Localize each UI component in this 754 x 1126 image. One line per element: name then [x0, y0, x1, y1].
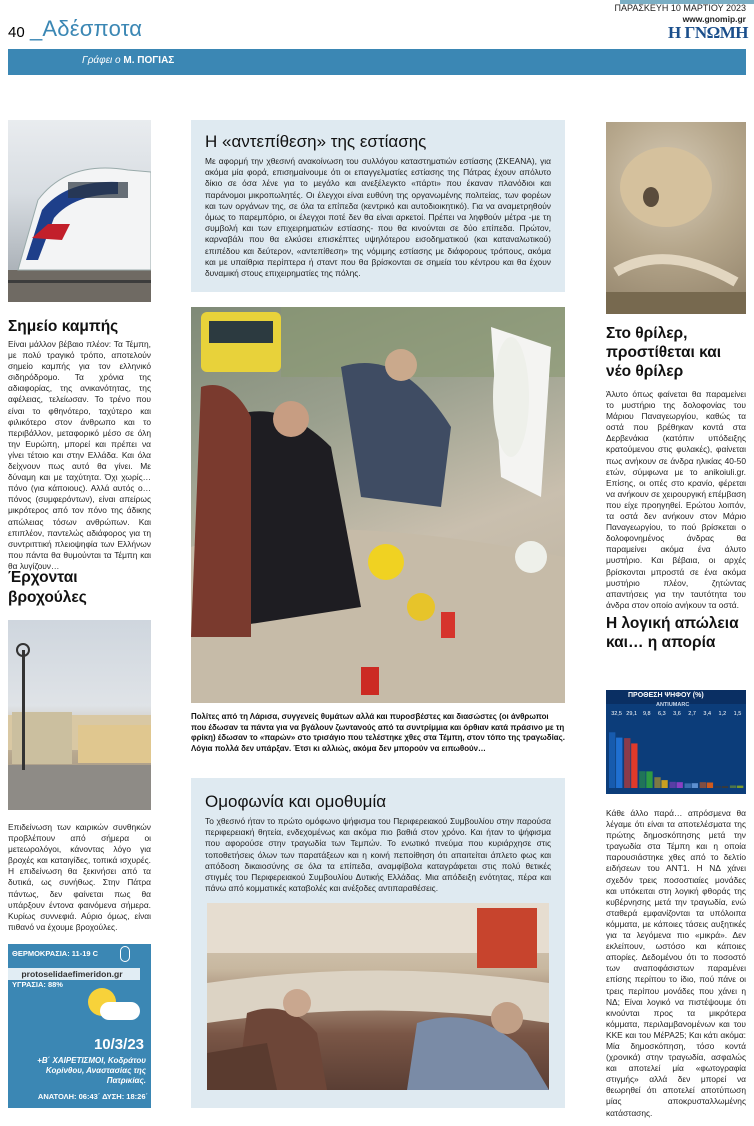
thermometer-icon	[120, 946, 130, 962]
photo-caption: Πολίτες από τη Λάρισα, συγγενείς θυμάτων αλλά και πυροσβέστες και διασώστες (οι άνθρωποι που έδωσαν τα πάντα για να βγάλουν ζωντανούς από τα συντρίμμια και όρθιαν κατά πράσινο με τη φρίκη) έδωσαν το «παρών» στο τρισάγιο που τελέστηκε χθες στα Τέμπη, στον τόπο της τραγωδίας. Λόγια πολλά δεν υπάρξαν. Έτσι κι αλλιώς, ακόμα δεν μπορούν να ειπωθούν…	[191, 712, 565, 753]
poll-bar	[685, 783, 691, 788]
skull-photo	[606, 122, 746, 314]
poll-bar	[730, 785, 736, 788]
poll-bar	[639, 771, 645, 788]
temperature: ΘΕΡΜΟΚΡΑΣΙΑ: 11-19 C	[12, 949, 99, 958]
cloud-icon	[100, 1002, 140, 1020]
poll-bar	[661, 780, 667, 788]
memorial-photo	[191, 307, 565, 703]
article-title: Στο θρίλερ, προστίθεται και νέο θρίλερ	[606, 325, 722, 380]
poll-value-label: 2,7	[688, 711, 696, 717]
article-box	[191, 120, 565, 292]
weather-date: 10/3/23	[93, 1036, 144, 1053]
poll-bar	[654, 777, 660, 788]
poll-bar	[707, 783, 713, 788]
train-illustration	[8, 120, 151, 302]
saints-day: +Β΄ ΧΑΙΡΕΤΙΣΜΟΙ, Κοδράτου Κορίνθου, Αναστασίας της Πατρικίας.	[37, 1056, 146, 1085]
poll-value-label: 32,5	[611, 711, 622, 717]
poll-title: ΠΡΟΘΕΣΗ ΨΗΦΟΥ (%)	[628, 692, 704, 699]
article-title: Η λογική απώλεια και… η απορία	[606, 615, 739, 651]
article-title: Έρχονται βροχούλες	[8, 569, 87, 606]
meeting-illustration	[207, 903, 549, 1090]
poll-bar	[677, 782, 683, 788]
poll-bar	[616, 738, 622, 788]
memorial-illustration	[191, 307, 565, 703]
sunrise-sunset: ΑΝΑΤΟΛΗ: 06:43΄ ΔΥΣΗ: 18:26΄	[37, 1092, 148, 1101]
humidity: ΥΓΡΑΣΙΑ: 88%	[12, 980, 63, 989]
website-link[interactable]: www.gnomip.gr	[682, 14, 746, 24]
poll-bar	[631, 743, 637, 788]
article-body: Το χθεσινό ήταν το πρώτο ομόφωνο ψήφισμα του Περιφερειακού Συμβουλίου στην παρούσα περιφερειακή θητεία, ενδεχομένως και ακόμα πιο βαθιά στον χρόνο. Και ήταν το ψήφισμα που αφορούσε στην τραγωδία των Τεμπών. Το ενωτικό πνεύμα που κυριάρχησε στις τοποθετήσεις όλων των παρατάξεων και η κοινή πεποίθηση ότι απαιτείται άπλετο φως και απόδοση δικαιοσύνης σε όλα τα επίπεδα, αναμφίβολα καταγράφεται στις πολύ θετικές στιγμές του Περιφερειακού Συμβουλίου Δυτικής Ελλάδας. Μια απόδειξη ενότητας, πέρα και πάνω από κομματικές καταβολές και ανέξοδες αντιπαραθέσεις.	[205, 816, 551, 894]
council-meeting-photo	[207, 903, 549, 1090]
poll-bar	[609, 732, 615, 788]
poll-value-label: 9,8	[642, 711, 651, 717]
watermark: protoselidaefimeridon.gr	[4, 968, 140, 980]
article-body: Επιδείνωση των καιρικών συνθηκών προβλέπουν από σήμερα οι μετεωρολόγοι, κάνοντας λόγο για βροχές και καταιγίδες, τοπικά ισχυρές. Η επιδείνωση θα ξεκινήσει από τα δυτικά, ως συνήθως. Στην Πάτρα πάντως, δεν φαίνεται πως θα υπάρξουν έντονα φαινόμενα σήμερα. Κυρίως συννεφιά. Αύριο όμως, είναι πιθανό να έχουμε βροχούλες.	[8, 822, 151, 932]
article-body: Είναι μάλλον βέβαιο πλέον: Τα Τέμπη, με πολύ τραγικό τρόπο, αποτελούν σημείο καμπής για τον ελληνικό σιδηρόδρομο. Τα χρόνια της αδιαφορίας, της ανικανότητας, της αφέλειας, τελείωσαν. Το τρένο που είναι το φθηνότερο, ταχύτερο και φιλικότερο στον άνθρωπο και το περιβάλλον, μεταφορικό μέσο σε όλη την Ευρώπη, μπορεί και πρέπει να γίνει τέτοιο και στην Ελλάδα. Και όλα δείχνουν πως αυτό θα γίνει. Με δύναμη και με ταχύτητα. Όχι χωρίς… πόνο (για κάποιους). Αλλά αυτός ο… πόνος (συμφερόντων), είναι απείρως μικρότερος από τον πόνο της άδικης απώλειας τόσων ανθρώπων. Και επιπλέον, παντελώς αδιάφορος για τη συντριπτική πλειοψηφία των Ελλήνων που πάντα θα θυμούνται τα Τέμπη και θα λυγίζουν…	[8, 339, 151, 571]
article-title: Ομοφωνία και ομοθυμία	[205, 792, 387, 811]
poll-bar	[722, 786, 728, 788]
author-line: Γράφει ο Μ. ΠΟΓΙΑΣ	[82, 55, 175, 66]
article-body: Με αφορμή την χθεσινή ανακοίνωση του συλλόγου καταστηματιών εστίασης (ΣΚΕΑΝΑ), για ακόμα μία φορά, επισημαίνουμε ότι οι επαγγελματίες εστίασης της Πάτρας έχουν απόλυτο δίκιο σε όσα λένε για το μεγάλο και ανεξέλεγκτο «πάρτι» που έκαναν πλανόδιοι και παράνομοι μικροπωλητές. Οι έλεγχοι είναι ευθύνη της οργανωμένης πολιτείας, των φορέων και των οργάνων της, σε όλα τα επίπεδα (κεντρικό και αυτοδιοικητικό). Για να αναμετρηθούν όμως το παρεμπόριο, οι έλεγχοι ποτέ δεν θα είναι αρκετοί. Πρέπει να ληφθούν μέτρα -με τη συμβολή και των επιχειρηματιών εστίασης- που θα κινούνται σε δύο επίπεδα. Πρώτον, καρναβάλι που θα ελκύσει επισκέπτες υψηλότερου εισοδηματικού (και καταναλωτικού) επιπέδου και δεύτερον, «αντεπίθεση» της νόμιμης εστίασης με διάφορους τρόπους, ακόμα και με υπαίθρια περίπτερα ή σταντ που θα βρίσκονται σε σημεία του κέντρου και θα έχουν δυναμική στους επιχειρηματίες της πόλης.	[205, 156, 551, 279]
poll-value-label: 1,5	[733, 711, 742, 717]
poll-chart	[606, 690, 746, 794]
poll-value-label: 6,3	[658, 711, 666, 717]
issue-date: ΠΑΡΑΣΚΕΥΗ 10 ΜΑΡΤΙΟΥ 2023	[614, 3, 746, 13]
newspaper-logo: Η ΓΝΩΜΗ	[668, 23, 748, 42]
poll-value-label: 3,4	[703, 711, 712, 717]
poll-bar	[669, 782, 675, 788]
page-number: 40	[8, 24, 25, 41]
street-illustration	[8, 620, 151, 810]
section-title: _Αδέσποτα	[30, 16, 143, 41]
poll-value-label: 29,1	[626, 711, 638, 717]
poll-bars	[606, 708, 746, 794]
article-title: Σημείο καμπής	[8, 318, 119, 335]
street-photo	[8, 620, 151, 810]
article-body: Κάθε άλλο παρά… απρόσμενα θα λέγαμε ότι είναι τα αποτελέσματα της πρώτης δημοσκόπησης μετά την τραγωδία στα Τέμπη και η οποία παρουσιάστηκε χθες από το δελτίο ειδήσεων του ΑΝΤ1. Η ΝΔ χάνει σχεδόν τρεις ποσοστιαίες μονάδες και υπόκειται στη λογική φθοράς της κυβέρνησης μετά την τραγωδία, ενώ σταθερά εμφανίζονται τα υπόλοιπα κόμματα, με κάποιες τάσεις αυξητικές για τα λεγόμενα πιο «μικρά». Δεν εκλείπουν, ωστόσο και κάποιες απορίες. Δεδομένου ότι το ποσοστό των αναποφάσιστων παραμένει επίσης περίπου το ίδιο, πού πάνε οι τρεις περίπου μονάδες που χάνει η ΝΔ; Είναι λογικό να πιστέψουμε ότι κινούνται προς τα μικρότερα κόμματα, περιλαμβανομένων και του ΚΚΕ και του ΜέΡΑ25; Και κάτι ακόμα: Μία δημοσκόπηση, τόσο κοντά (χρονικά) στην τραγωδία, ασφαλώς και αποτελεί μία «φωτογραφία στιγμής» αλλά δεν μπορεί να θεωρηθεί ότι αποτελεί αποτύπωση μίας αποκρυσταλλωμένης κατάστασης.	[606, 808, 746, 1118]
article-body: Άλυτο όπως φαίνεται θα παραμείνει το μυστήριο της δολοφονίας του Μάριου Παναγεωργίου, καθώς τα οστά που βρέθηκαν κοντά στα Δερβενάκια (κατόπιν υπόδειξης κρατούμενου στις φυλακές), φαίνεται πως ανήκουν σε άνδρα ηλικίας 40-50 ετών, σύμφωνα με το anikoiuli.gr. Επίσης, οι οπές στο κρανίο, φέρεται να ανήκουν σε χειρουργική επέμβαση που είχε προηγηθεί. Ερώτου λοιπόν, τα οστά δεν ανήκουν στον Μάριο Παναγεωργίου, το πού βρίσκεται ο δολοφονημένος άνδρας θα παραμείνει ακόμα ένα άλυτο μυστήριο. Και βέβαια, οι αρχές βρίσκονται μπροστά σε ένα ακόμα μυστήριο πλέον, ζητώντας απαντήσεις για την ταυτότητα του άνδρα στον οποίο ανήκουν τα οστά.	[606, 389, 746, 610]
poll-bar	[700, 782, 706, 788]
poll-bar	[624, 738, 630, 788]
poll-bar	[715, 786, 721, 788]
article-title: Η «αντεπίθεση» της εστίασης	[205, 132, 427, 151]
poll-bar	[692, 783, 698, 788]
skull-illustration	[606, 122, 746, 314]
train-photo	[8, 120, 151, 302]
poll-value-label: 3,6	[673, 711, 681, 717]
poll-bar	[737, 786, 743, 788]
poll-brand: ANTIUMARC	[656, 702, 690, 708]
poll-value-label: 1,2	[718, 711, 727, 717]
poll-bar	[646, 771, 652, 788]
